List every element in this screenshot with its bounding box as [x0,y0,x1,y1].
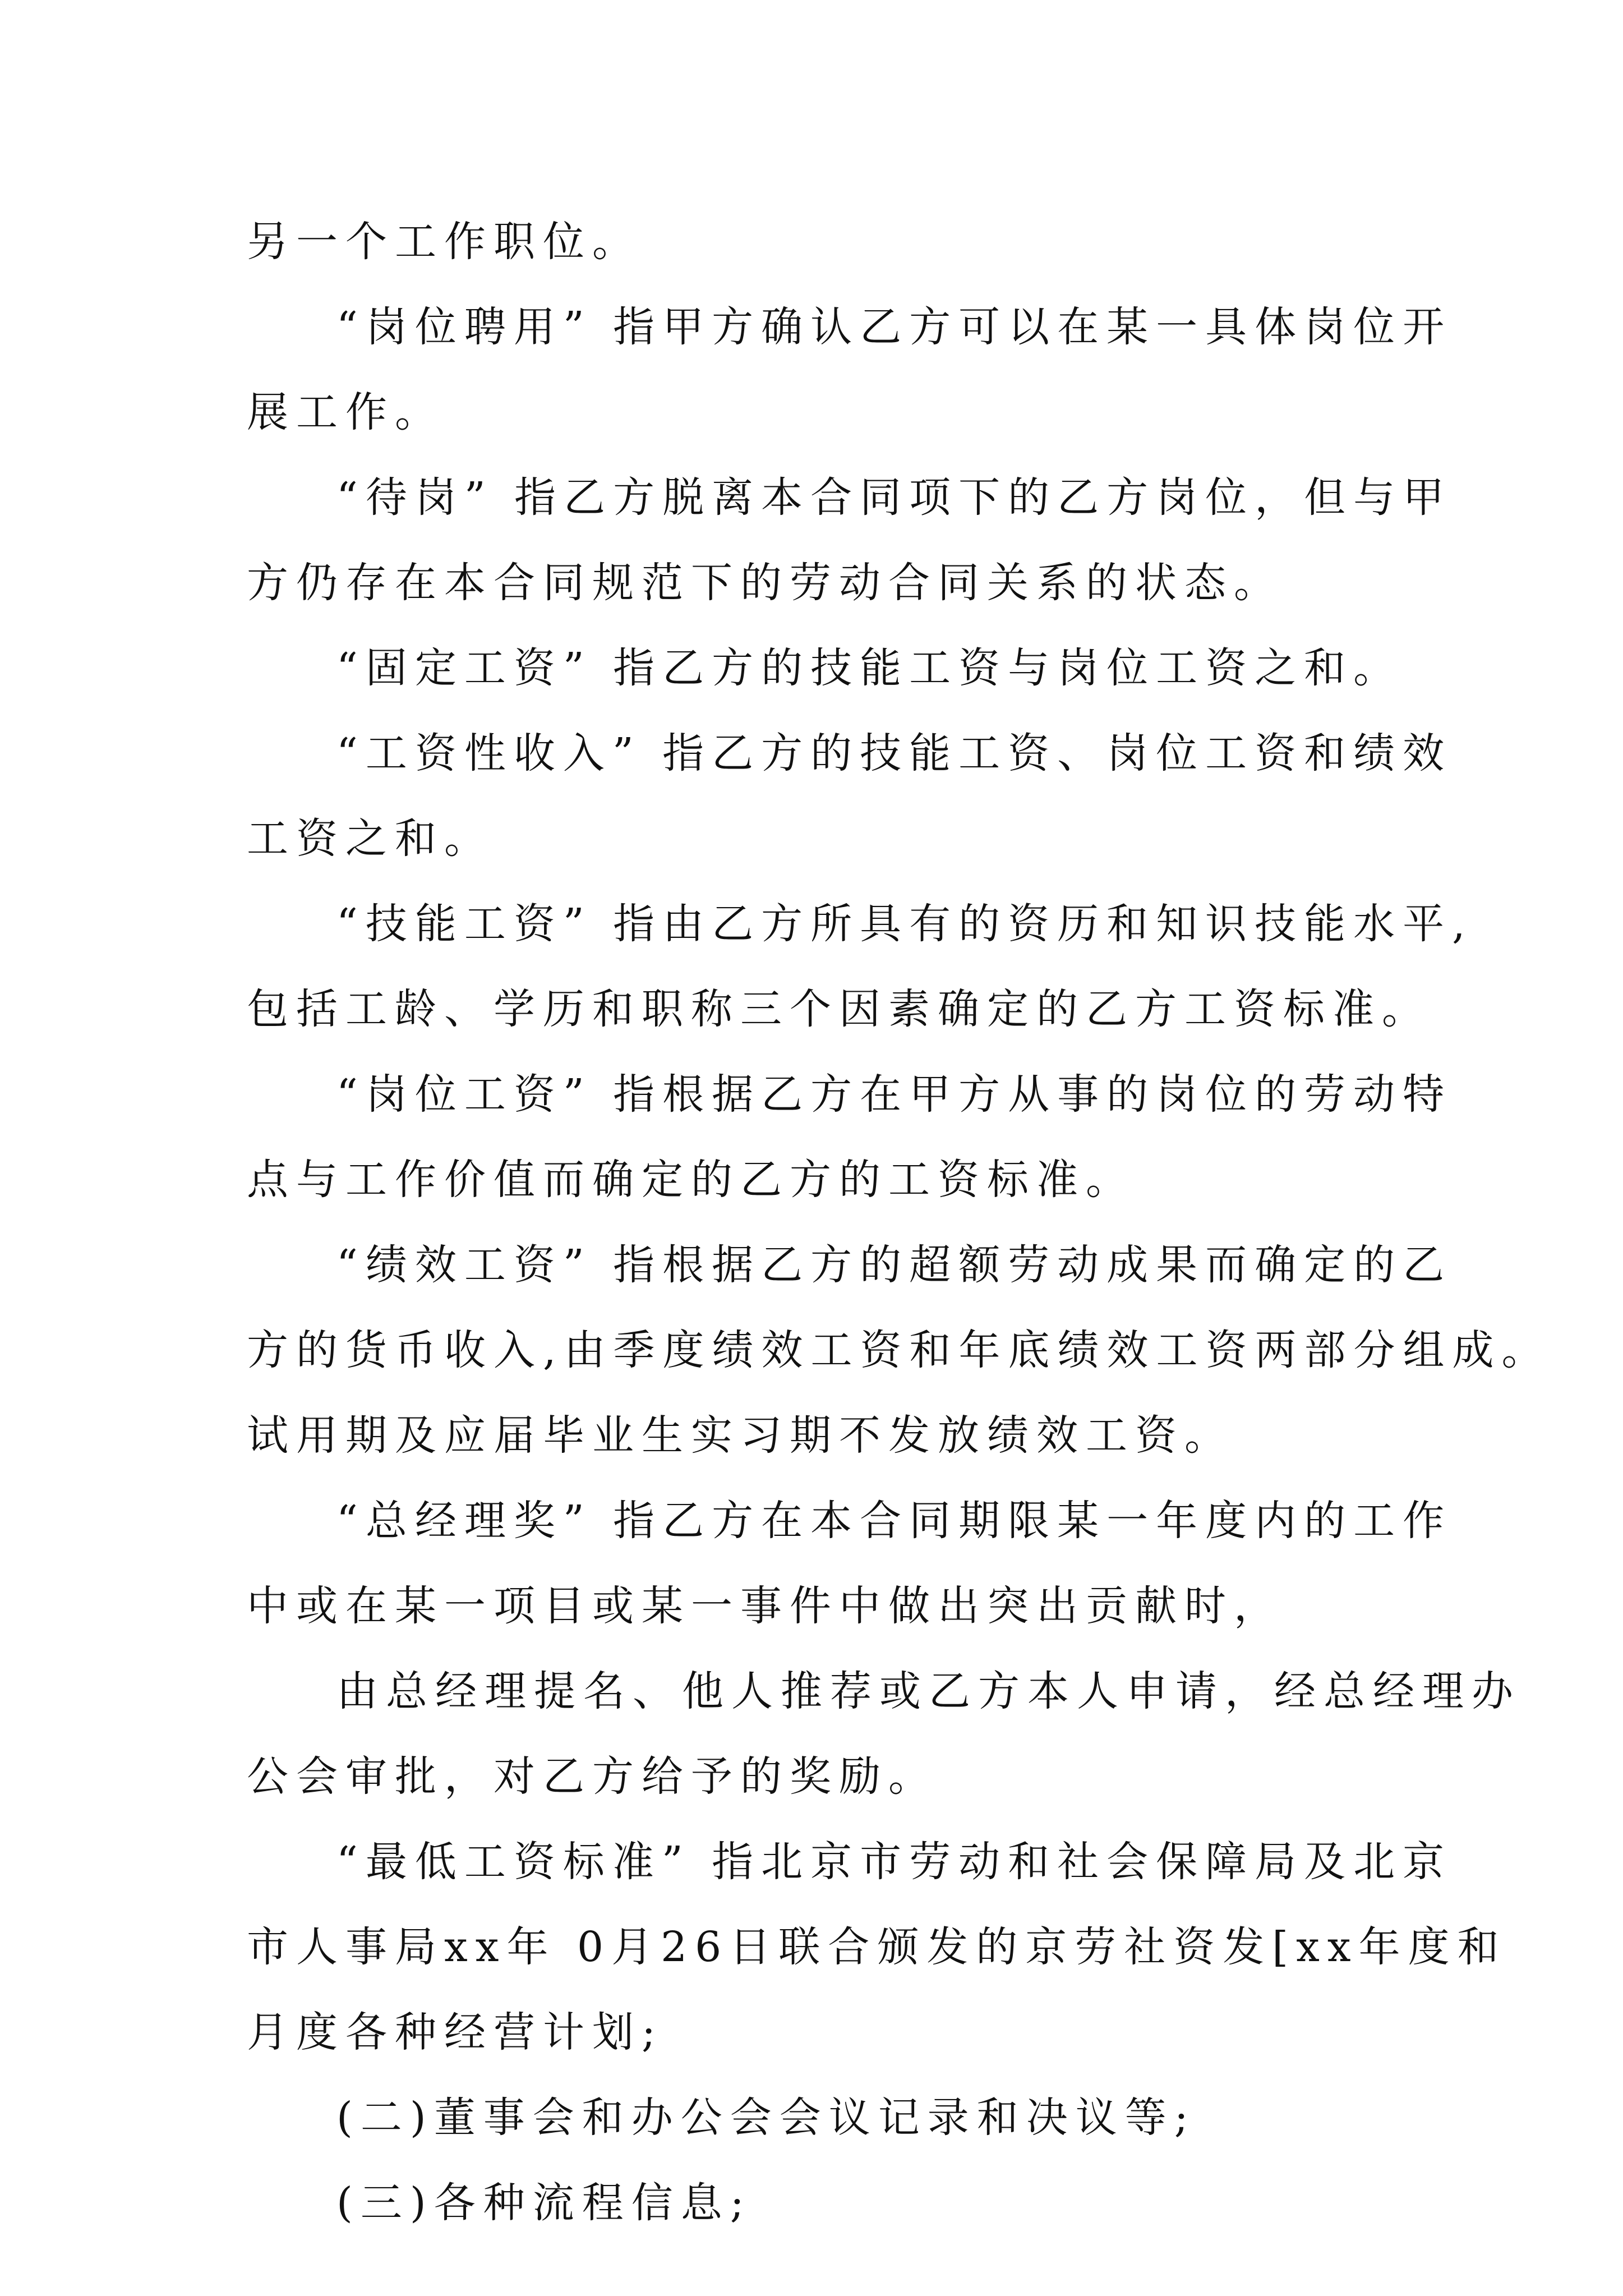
text-line: “固定工资” 指乙方的技能工资与岗位工资之和。 [336,644,1403,692]
text-line: “岗位聘用” 指甲方确认乙方可以在某一具体岗位开 [336,303,1453,351]
text-line: 另一个工作职位。 [247,218,642,266]
text-line: 月度各种经营计划; [247,2008,663,2056]
text-line: 由总经理提名、他人推荐或乙方本人申请，经总经理办 [336,1667,1521,1715]
text-line: 方的货币收入,由季度绩效工资和年底绩效工资两部分组成。 [247,1326,1551,1374]
text-line: 中或在某一项目或某一事件中做出突出贡献时， [247,1582,1283,1630]
text-line: “最低工资标准” 指北京市劳动和社会保障局及北京 [336,1838,1453,1886]
text-line: (二)董事会和办公会会议记录和决议等; [336,2093,1196,2142]
text-line: “总经理奖” 指乙方在本合同期限某一年度内的工作 [336,1497,1453,1545]
text-line: 工资之和。 [247,815,494,863]
text-line: 包括工龄、学历和职称三个因素确定的乙方工资标准。 [247,985,1431,1033]
text-line: “岗位工资” 指根据乙方在甲方从事的岗位的劳动特 [336,1070,1453,1119]
text-line: 展工作。 [247,388,444,436]
text-line: 公会审批，对乙方给予的奖励。 [247,1752,938,1801]
text-line: 试用期及应届毕业生实习期不发放绩效工资。 [247,1411,1234,1460]
text-line: “工资性收入” 指乙方的技能工资、岗位工资和绩效 [336,729,1453,777]
text-line: 方仍存在本合同规范下的劳动合同关系的状态。 [247,559,1283,607]
document-body [247,199,1551,2246]
text-line: 点与工作价值而确定的乙方的工资标准。 [247,1156,1135,1204]
text-line: “待岗” 指乙方脱离本合同项下的乙方岗位，但与甲 [336,473,1453,522]
text-line: “绩效工资” 指根据乙方的超额劳动成果而确定的乙 [336,1241,1453,1289]
text-line: 市人事局xx年 0月26日联合颁发的京劳社资发[xx年度和 [247,1923,1507,1971]
text-line: “技能工资” 指由乙方所具有的资历和知识技能水平, [336,900,1473,948]
text-line: (三)各种流程信息; [336,2179,752,2227]
